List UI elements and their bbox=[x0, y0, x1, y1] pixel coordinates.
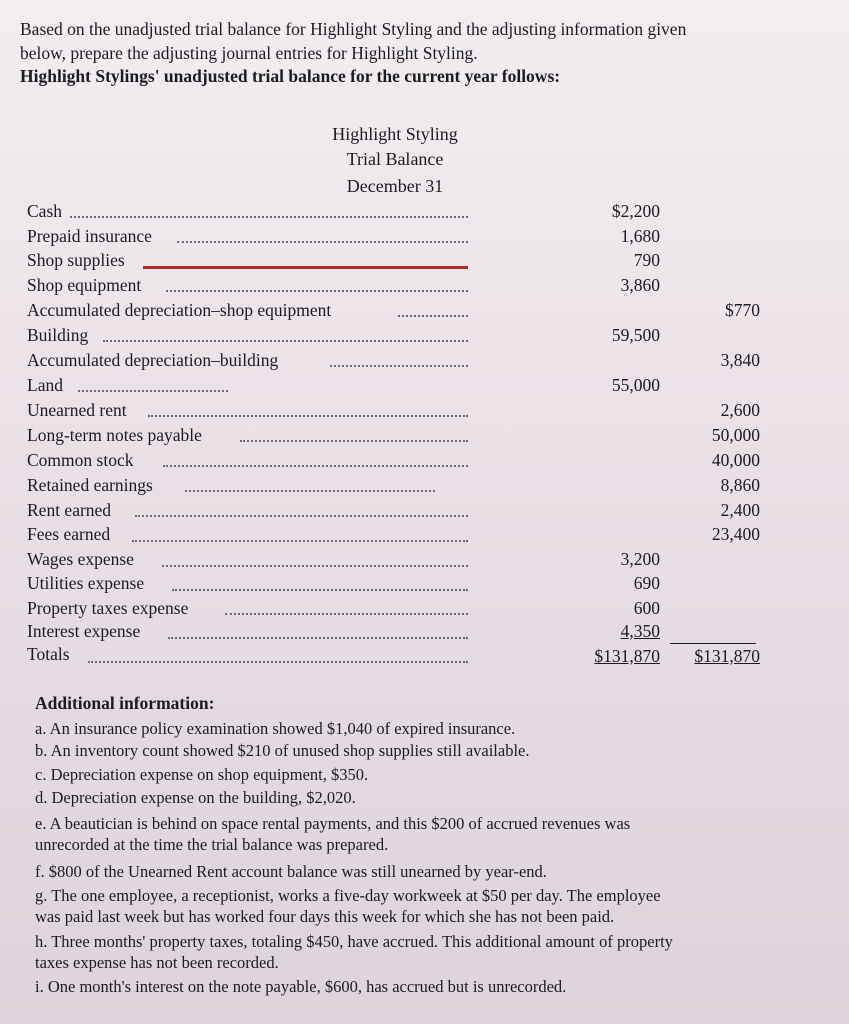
account-name: Cash bbox=[27, 201, 62, 221]
leader-dots bbox=[185, 490, 435, 492]
leader-dots bbox=[70, 216, 468, 218]
account-name: Prepaid insurance bbox=[27, 226, 152, 246]
intro-line-1: Based on the unadjusted trial balance for Highlight Styling and the adjusting information given bbox=[20, 19, 687, 39]
debit-amount: 55,000 bbox=[611, 375, 660, 395]
leader-dots bbox=[78, 390, 228, 392]
account-name: Retained earnings bbox=[27, 475, 153, 495]
debit-amount: 690 bbox=[633, 573, 660, 593]
leader-dots bbox=[240, 440, 468, 442]
account-name: Unearned rent bbox=[27, 400, 127, 420]
info-item-i: i. One month's interest on the note payable, $600, has accrued but is unrecorded. bbox=[35, 977, 567, 996]
account-name: Shop equipment bbox=[27, 275, 142, 295]
credit-amount: 3,840 bbox=[720, 350, 760, 370]
account-name: Totals bbox=[27, 644, 70, 664]
account-name: Utilities expense bbox=[27, 573, 145, 593]
account-name: Rent earned bbox=[27, 500, 112, 520]
intro-line-3: Highlight Stylings' unadjusted trial balance for the current year follows: bbox=[20, 66, 561, 86]
additional-info-title: Additional information: bbox=[35, 693, 215, 713]
account-name: Common stock bbox=[27, 450, 134, 470]
leader-dots bbox=[135, 515, 468, 517]
account-name: Wages expense bbox=[27, 549, 134, 569]
account-name: Shop supplies bbox=[27, 250, 125, 270]
leader-dots bbox=[166, 290, 468, 292]
account-name: Interest expense bbox=[27, 621, 141, 641]
debit-amount: 600 bbox=[633, 598, 660, 618]
leader-dots bbox=[148, 415, 468, 417]
credit-amount: 2,400 bbox=[720, 500, 760, 520]
debit-amount: $2,200 bbox=[611, 201, 660, 221]
credit-amount: 23,400 bbox=[711, 524, 760, 544]
account-name: Accumulated depreciation–shop equipment bbox=[27, 300, 332, 320]
leader-dots bbox=[162, 565, 468, 567]
info-item-b: b. An inventory count showed $210 of unused shop supplies still available. bbox=[35, 741, 530, 760]
info-item-a: a. An insurance policy examination showed $1,040 of expired insurance. bbox=[35, 719, 516, 738]
leader-dots bbox=[168, 637, 468, 639]
info-item-e: e. A beautician is behind on space rental payments, and this $200 of accrued revenues was bbox=[35, 814, 631, 833]
credit-amount: $770 bbox=[725, 300, 760, 320]
highlight-underline bbox=[143, 266, 468, 269]
company-name: Highlight Styling bbox=[332, 124, 458, 144]
debit-amount: 3,200 bbox=[620, 549, 660, 569]
credit-amount: 8,860 bbox=[720, 475, 760, 495]
leader-dots bbox=[163, 465, 468, 467]
leader-dots bbox=[103, 340, 468, 342]
leader-dots bbox=[177, 241, 468, 243]
credit-amount: 40,000 bbox=[711, 450, 760, 470]
total-debit: $131,870 bbox=[594, 646, 660, 666]
info-item-g-cont: was paid last week but has worked four days this week for which she has not been paid. bbox=[35, 907, 615, 926]
debit-amount: 3,860 bbox=[620, 275, 660, 295]
account-name: Accumulated depreciation–building bbox=[27, 350, 279, 370]
leader-dots bbox=[88, 661, 468, 663]
leader-dots bbox=[172, 589, 468, 591]
info-item-d: d. Depreciation expense on the building, $2,020. bbox=[35, 788, 356, 807]
leader-dots bbox=[330, 365, 468, 367]
account-name: Long-term notes payable bbox=[27, 425, 202, 445]
debit-amount: 1,680 bbox=[620, 226, 660, 246]
debit-amount: 4,350 bbox=[620, 621, 660, 641]
credit-amount: 50,000 bbox=[711, 425, 760, 445]
debit-amount: 59,500 bbox=[611, 325, 660, 345]
credit-amount: 2,600 bbox=[720, 400, 760, 420]
debit-amount: 790 bbox=[633, 250, 660, 270]
statement-date: December 31 bbox=[346, 176, 444, 196]
info-item-f: f. $800 of the Unearned Rent account balance was still unearned by year-end. bbox=[35, 862, 547, 881]
subtotal-rule bbox=[670, 643, 756, 644]
leader-dots bbox=[398, 315, 468, 317]
account-name: Property taxes expense bbox=[27, 598, 189, 618]
account-name: Land bbox=[27, 375, 63, 395]
info-item-h: h. Three months' property taxes, totaling $450, have accrued. This additional amount of property bbox=[35, 932, 673, 951]
intro-line-2: below, prepare the adjusting journal entries for Highlight Styling. bbox=[20, 43, 478, 63]
info-item-h-cont: taxes expense has not been recorded. bbox=[35, 953, 279, 972]
account-name: Building bbox=[27, 325, 89, 345]
info-item-g: g. The one employee, a receptionist, works a five-day workweek at $50 per day. The employee bbox=[35, 886, 661, 905]
leader-dots bbox=[225, 613, 468, 615]
leader-dots bbox=[132, 540, 468, 542]
info-item-e-cont: unrecorded at the time the trial balance was prepared. bbox=[35, 835, 389, 854]
statement-title: Trial Balance bbox=[346, 149, 444, 169]
account-name: Fees earned bbox=[27, 524, 111, 544]
info-item-c: c. Depreciation expense on shop equipment, $350. bbox=[35, 765, 369, 784]
total-credit: $131,870 bbox=[694, 646, 760, 666]
